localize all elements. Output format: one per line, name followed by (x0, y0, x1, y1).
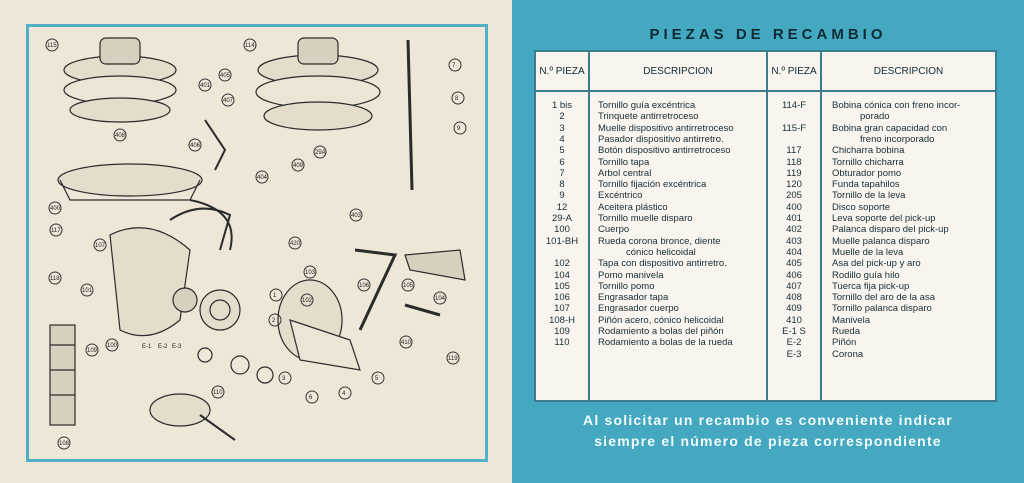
part-number: 4 (559, 133, 565, 145)
part-number: 6 (559, 156, 565, 168)
part-number: 117 (786, 145, 802, 157)
part-number: 119 (786, 167, 802, 179)
part-number: 118 (786, 156, 802, 168)
part-description: Tornillo pomo (598, 280, 655, 292)
callout-110: 110 (213, 390, 223, 396)
callout-102: 102 (302, 298, 313, 304)
callout-404: 404 (257, 175, 268, 181)
part-description: Pomo manivela (598, 269, 664, 281)
part-number: 407 (786, 280, 802, 292)
callout-101: 101 (82, 288, 93, 294)
callout-5: 5 (375, 376, 379, 382)
part-description: Tapa con dispositivo antirretro. (598, 258, 727, 270)
part-number: 5 (559, 145, 565, 157)
parts-table (534, 50, 997, 402)
part-number: 109 (554, 326, 570, 337)
callout-9: 9 (457, 126, 461, 132)
part-description: Tornillo palanca disparo (832, 303, 932, 315)
part-number: 400 (786, 201, 802, 213)
part-number: 12 (556, 201, 568, 213)
part-number: 401 (786, 213, 802, 224)
part-description: Rodillo guía hilo (832, 269, 900, 281)
part-description: Piñón acero, cónico helicoidal (598, 314, 724, 326)
part-description: Bobina gran capacidad con (832, 122, 948, 134)
callout-410: 410 (401, 340, 412, 346)
body-100 (110, 228, 190, 336)
part-number: 402 (786, 224, 802, 236)
part-description-cont: porado (860, 111, 890, 123)
part-number: 9 (559, 190, 565, 202)
part-description: Tuerca fija pick-up (832, 280, 910, 292)
callout-8: 8 (455, 96, 459, 102)
callout-118: 118 (50, 276, 60, 282)
part-number: 404 (786, 246, 802, 258)
callout-408: 408 (115, 133, 126, 139)
part-description: Pasador dispositivo antirretro. (598, 133, 724, 145)
callout-105: 105 (403, 283, 414, 289)
part-description-cont: cónico helicoidal (626, 246, 696, 258)
part-description: Chicharra bobina (832, 145, 905, 157)
part-description: Tornillo del aro de la asa (832, 292, 935, 304)
callout-117: 117 (51, 228, 61, 234)
part-description: Engrasador cuerpo (598, 303, 679, 315)
part-number: 8 (559, 179, 565, 191)
part-number: 405 (786, 258, 802, 270)
part-description: Aceitera plástico (598, 201, 668, 213)
callout-407: 407 (223, 98, 234, 104)
part-number: 102 (554, 258, 570, 270)
gear-101 (200, 290, 240, 330)
part-description: Cuerpo (598, 224, 630, 236)
parts-page (512, 0, 1024, 483)
part-number: 205 (786, 190, 802, 202)
callout-400: 400 (50, 206, 61, 212)
bearing-stack-109 (50, 325, 75, 425)
callout-420: 420 (290, 241, 301, 247)
part-description: Tornillo tapa (598, 156, 650, 168)
support-disc-400 (58, 164, 202, 196)
footer-line-1: Al solicitar un recambio es conveniente indicar (583, 412, 953, 428)
callout-e1: E-1 (142, 344, 152, 350)
callout-1: 1 (273, 293, 277, 299)
part-description: Botón dispositivo antirretroceso (598, 145, 731, 157)
callout-107: 107 (95, 243, 106, 249)
callout-405: 405 (220, 73, 231, 79)
part-description: Manivela (832, 314, 871, 326)
part-description: Palanca disparo del pick-up (832, 224, 949, 236)
callout-108: 108 (59, 441, 70, 447)
callout-403: 403 (351, 213, 362, 219)
part-description: Leva soporte del pick-up (832, 213, 936, 224)
callout-115: 115 (47, 43, 57, 49)
part-description: Rueda corona bronce, diente (598, 235, 721, 247)
part-number: 100 (554, 224, 570, 236)
central-shaft-7 (408, 40, 412, 190)
callout-100: 100 (107, 343, 118, 349)
page-title: PIEZAS DE RECAMBIO (649, 26, 887, 43)
part-description: Muelle de la leva (832, 246, 904, 258)
divider-3 (820, 52, 822, 400)
part-number: E-3 (786, 348, 802, 360)
part-description: Rodamiento a bolas del piñón (598, 326, 724, 337)
callout-29a: 29A (315, 150, 326, 156)
part-number: 110 (554, 337, 570, 349)
callout-406: 406 (190, 143, 201, 149)
spool-knob (100, 38, 140, 64)
part-description: Asa del pick-up y aro (832, 258, 921, 270)
callout-106: 106 (359, 283, 370, 289)
callout-114: 114 (245, 43, 255, 49)
part-description: Obturador pomo (832, 167, 902, 179)
callout-e2: E-2 (158, 344, 168, 350)
part-description: Funda tapahilos (832, 179, 900, 191)
callout-409: 409 (293, 163, 304, 169)
part-number: 114-F (781, 100, 807, 111)
part-number: 106 (554, 292, 570, 304)
part-number: 108-H (549, 314, 575, 326)
part-number: E-1 S (782, 326, 806, 337)
part-description: Tornillo de la leva (832, 190, 906, 202)
knob-104 (405, 250, 465, 280)
header-num-right: N.º PIEZA (768, 52, 820, 92)
part-number: 29-A (551, 213, 573, 224)
part-description: Muelle palanca disparo (832, 235, 930, 247)
divider-1 (588, 52, 590, 400)
callout-119: 119 (448, 356, 458, 362)
callout-401: 401 (200, 83, 211, 89)
header-desc-right: DESCRIPCION (822, 52, 995, 92)
part-description: Corona (832, 348, 864, 360)
part-number: 1 bis (551, 100, 573, 111)
part-number: 3 (559, 122, 565, 134)
part-description: Rueda (832, 326, 860, 337)
part-number: 105 (554, 280, 570, 292)
part-number: 406 (786, 269, 802, 281)
part-number: 2 (559, 111, 565, 123)
part-number: 120 (786, 179, 802, 191)
part-number: 403 (786, 235, 802, 247)
part-description: Arbol central (598, 167, 652, 179)
part-description: Muelle dispositivo antirretroceso (598, 122, 734, 134)
callout-4: 4 (342, 391, 346, 397)
part-description: Rodamiento a bolas de la rueda (598, 337, 733, 349)
part-number: 7 (559, 167, 565, 179)
header-num-left: N.º PIEZA (536, 52, 588, 92)
callout-3: 3 (282, 376, 286, 382)
part-number: 408 (786, 292, 802, 304)
part-description: Engrasador tapa (598, 292, 669, 304)
callout-103: 103 (305, 270, 316, 276)
part-number: 104 (554, 269, 570, 281)
header-desc-left: DESCRIPCION (590, 52, 766, 92)
part-description: Tornillo muelle disparo (598, 213, 693, 224)
part-number: 101-BH (545, 235, 579, 247)
part-description: Tornillo chicharra (832, 156, 904, 168)
part-description: Tornillo fijación excéntrica (598, 179, 707, 191)
part-number: 410 (786, 314, 802, 326)
part-number: 409 (786, 303, 802, 315)
part-description: Excéntrico (598, 190, 643, 202)
part-number: 115-F (781, 122, 807, 134)
footer-line-2: siempre el número de pieza correspondiente (594, 433, 942, 449)
callout-109: 109 (87, 348, 98, 354)
part-description: Trinquete antirretroceso (598, 111, 699, 123)
callout-e3: E-3 (172, 344, 182, 350)
part-description: Bobina cónica con freno incor- (832, 100, 961, 111)
part-description-cont: freno incorporado (860, 133, 935, 145)
part-description: Disco soporte (832, 201, 891, 213)
callout-6: 6 (309, 395, 313, 401)
pinion-108 (150, 394, 210, 426)
callout-2: 2 (272, 318, 276, 324)
part-description: Tornillo guía excéntrica (598, 100, 696, 111)
part-description: Piñón (832, 337, 857, 349)
callout-104: 104 (435, 296, 446, 302)
callout-7: 7 (452, 63, 456, 69)
part-number: 107 (554, 303, 570, 315)
part-number: E-2 (786, 337, 802, 349)
